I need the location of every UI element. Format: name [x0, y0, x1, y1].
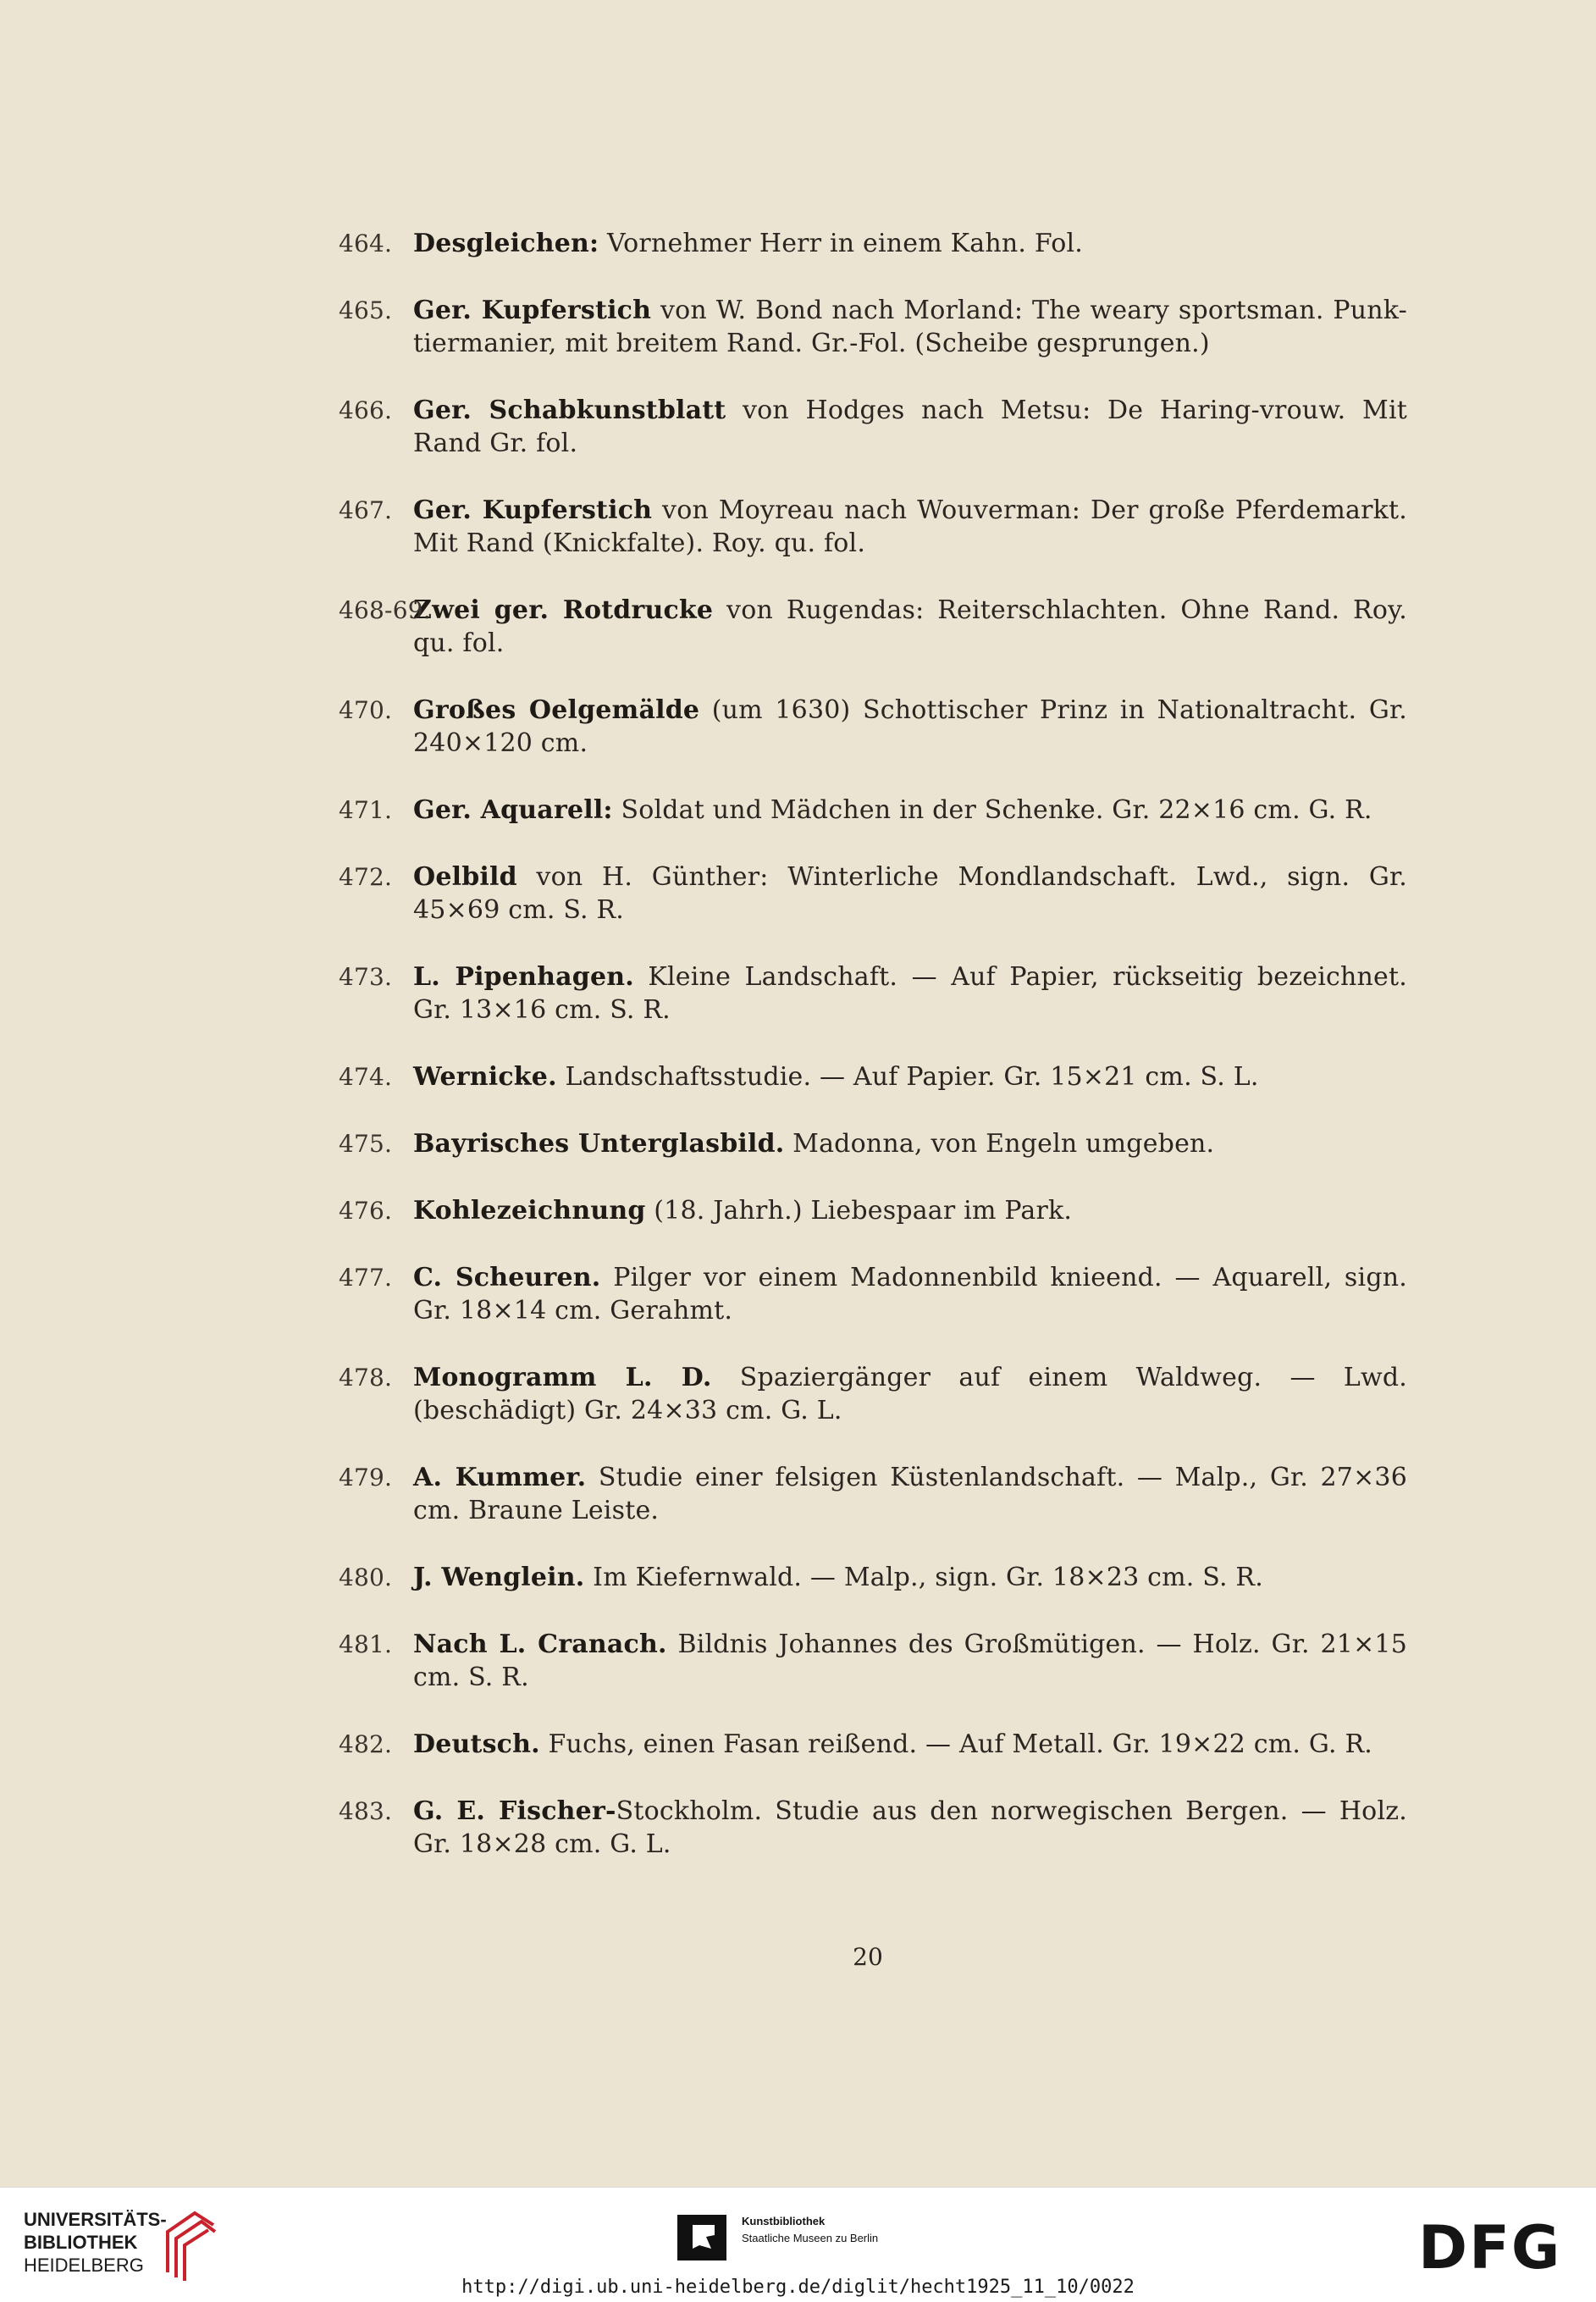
entry-number: 479 .	[339, 1461, 392, 1494]
entry-heading: Oelbild	[413, 862, 517, 892]
entry-heading: Nach L. Cranach.	[413, 1630, 667, 1659]
entry-text: von Rugendas: Reiterschlachten. Ohne Rand. Roy. qu. fol.	[413, 595, 1407, 658]
catalog-entry	[339, 1728, 1407, 1761]
catalog-entry	[339, 227, 1407, 260]
catalog-entry	[339, 394, 1407, 460]
catalog-entry	[339, 1194, 1407, 1227]
kunstbibliothek-logo[interactable]	[742, 2213, 945, 2247]
entry-heading: Ger. Schabkunstblatt	[413, 396, 726, 425]
entry-number: 478 .	[339, 1361, 392, 1394]
entry-number: 477 .	[339, 1261, 392, 1294]
entry-number: 468-69 .	[339, 594, 431, 627]
entry-number: 464 .	[339, 227, 392, 260]
entry-heading: A. Kummer.	[413, 1463, 587, 1492]
entry-number: 471 .	[339, 794, 392, 827]
entry-description	[413, 860, 1407, 927]
entry-text: Stockholm. Studie aus den norwegischen Bergen. — Holz. Gr. 18×28 cm. G. L.	[413, 1796, 1407, 1859]
catalog-entry	[339, 1060, 1407, 1093]
page-url[interactable]: http://digi.ub.uni-heidelberg.de/diglit/hecht1925_11_10/0022	[461, 2277, 1135, 2298]
catalog-entry	[339, 1795, 1407, 1861]
entry-text: Madonna, von Engeln umgeben.	[784, 1129, 1215, 1159]
catalog-entry	[339, 1561, 1407, 1594]
entry-number: 472 .	[339, 860, 392, 894]
entry-description	[413, 794, 1407, 827]
entry-heading: Ger. Kupferstich	[413, 296, 652, 325]
dfg-logo[interactable]: DFG	[1418, 2213, 1562, 2283]
entry-text: (18. Jahrh.) Liebespaar im Park.	[645, 1196, 1073, 1226]
entry-heading: Zwei ger. Rotdrucke	[413, 595, 714, 625]
entry-heading: Ger. Kupferstich	[413, 495, 653, 525]
entry-number: 481 .	[339, 1628, 392, 1661]
university-logo-line-1: UNIVERSITÄTS-	[24, 2209, 167, 2230]
entry-description	[413, 227, 1407, 260]
entry-description	[413, 1461, 1407, 1527]
entry-description	[413, 1127, 1407, 1160]
entry-heading: Bayrisches Unterglasbild.	[413, 1129, 785, 1159]
university-logo-line-3: HEIDELBERG	[24, 2255, 144, 2276]
entry-description	[413, 1261, 1407, 1327]
entry-text: von Moyreau nach Wouverman: Der große Pferdemarkt. Mit Rand (Knickfalte). Roy. qu. fol.	[413, 495, 1407, 558]
catalog-entry	[339, 694, 1407, 760]
entry-text: von Hodges nach Metsu: De Haring-vrouw. Mit Rand Gr. fol.	[413, 396, 1407, 458]
entry-description	[413, 294, 1407, 360]
entry-text: Pilger vor einem Madonnenbild knieend. — Aquarell, sign. Gr. 18×14 cm. Gerahmt.	[413, 1263, 1407, 1325]
entry-text: Landschaftsstudie. — Auf Papier. Gr. 15×21 cm. S. L.	[556, 1062, 1259, 1092]
entry-text: von W. Bond nach Morland: The weary sportsman. Punk- tiermanier, mit breitem Rand. Gr.-Fol. (Scheibe gesprungen.)	[413, 296, 1407, 358]
page-number: 20	[853, 1943, 883, 1971]
entry-number: 467 .	[339, 494, 392, 527]
catalog-entry	[339, 1628, 1407, 1694]
entry-number: 480 .	[339, 1561, 392, 1594]
entry-text: Kleine Landschaft. — Auf Papier, rückseitig bezeichnet. Gr. 13×16 cm. S. R.	[413, 962, 1407, 1025]
catalog-entry	[339, 494, 1407, 560]
university-library-logo[interactable]	[24, 2208, 167, 2277]
kunstbibliothek-emblem-icon	[677, 2211, 726, 2260]
entry-text: Vornehmer Herr in einem Kahn. Fol.	[599, 229, 1084, 258]
entry-number: 476 .	[339, 1194, 392, 1227]
entry-heading: Monogramm L. D.	[413, 1363, 712, 1392]
entry-heading: Großes Oelgemälde	[413, 695, 700, 725]
catalog-entry	[339, 794, 1407, 827]
entry-description	[413, 1728, 1407, 1761]
entry-heading: J. Wenglein.	[413, 1563, 585, 1592]
entry-number: 474 .	[339, 1060, 392, 1093]
university-emblem-icon	[161, 2206, 220, 2283]
entry-number: 482 .	[339, 1728, 392, 1761]
kunstbibliothek-subtitle: Staatliche Museen zu Berlin	[742, 2232, 879, 2244]
university-logo-line-2: BIBLIOTHEK	[24, 2232, 138, 2253]
entry-text: Studie einer felsigen Küstenlandschaft. — Malp., Gr. 27×36 cm. Braune Leiste.	[413, 1463, 1407, 1525]
entry-text: Im Kiefernwald. — Malp., sign. Gr. 18×23 cm. S. R.	[584, 1563, 1263, 1592]
entry-description	[413, 1060, 1407, 1093]
entry-text: von H. Günther: Winterliche Mondlandschaft. Lwd., sign. Gr. 45×69 cm. S. R.	[413, 862, 1407, 925]
catalog-entry	[339, 860, 1407, 927]
kunstbibliothek-name: Kunstbibliothek	[742, 2215, 826, 2227]
entry-heading: Ger. Aquarell:	[413, 795, 613, 825]
catalog-entry	[339, 1361, 1407, 1427]
entry-description	[413, 1628, 1407, 1694]
catalog-entry	[339, 294, 1407, 360]
entry-number: 466 .	[339, 394, 392, 427]
catalog-entry	[339, 1127, 1407, 1160]
entry-text: (um 1630) Schottischer Prinz in Nationaltracht. Gr. 240×120 cm.	[413, 695, 1407, 758]
catalog-list	[339, 227, 1407, 1895]
entry-description	[413, 694, 1407, 760]
entry-description	[413, 494, 1407, 560]
catalog-entry	[339, 594, 1407, 660]
entry-number: 473 .	[339, 960, 392, 993]
entry-heading: G. E. Fischer-	[413, 1796, 616, 1826]
entry-heading: Desgleichen:	[413, 229, 599, 258]
entry-heading: L. Pipenhagen.	[413, 962, 634, 992]
catalog-entry	[339, 960, 1407, 1026]
entry-description	[413, 1561, 1407, 1594]
entry-description	[413, 1361, 1407, 1427]
entry-description	[413, 1795, 1407, 1861]
entry-description	[413, 960, 1407, 1026]
entry-description	[413, 1194, 1407, 1227]
entry-description	[413, 394, 1407, 460]
entry-number: 470 .	[339, 694, 392, 727]
catalog-entry	[339, 1461, 1407, 1527]
entry-number: 475 .	[339, 1127, 392, 1160]
entry-text: Bildnis Johannes des Großmütigen. — Holz. Gr. 21×15 cm. S. R.	[413, 1630, 1407, 1692]
entry-heading: Wernicke.	[413, 1062, 557, 1092]
entry-text: Fuchs, einen Fasan reißend. — Auf Metall. Gr. 19×22 cm. G. R.	[539, 1729, 1372, 1759]
catalog-entry	[339, 1261, 1407, 1327]
entry-description	[413, 594, 1407, 660]
entry-heading: C. Scheuren.	[413, 1263, 601, 1292]
entry-heading: Deutsch.	[413, 1729, 540, 1759]
footer-bar	[0, 2187, 1596, 2302]
entry-text: Spaziergänger auf einem Waldweg. — Lwd. (beschädigt) Gr. 24×33 cm. G. L.	[413, 1363, 1407, 1425]
entry-number: 483 .	[339, 1795, 392, 1828]
entry-number: 465 .	[339, 294, 392, 327]
entry-heading: Kohlezeichnung	[413, 1196, 646, 1226]
entry-text: Soldat und Mädchen in der Schenke. Gr. 22×16 cm. G. R.	[612, 795, 1372, 825]
